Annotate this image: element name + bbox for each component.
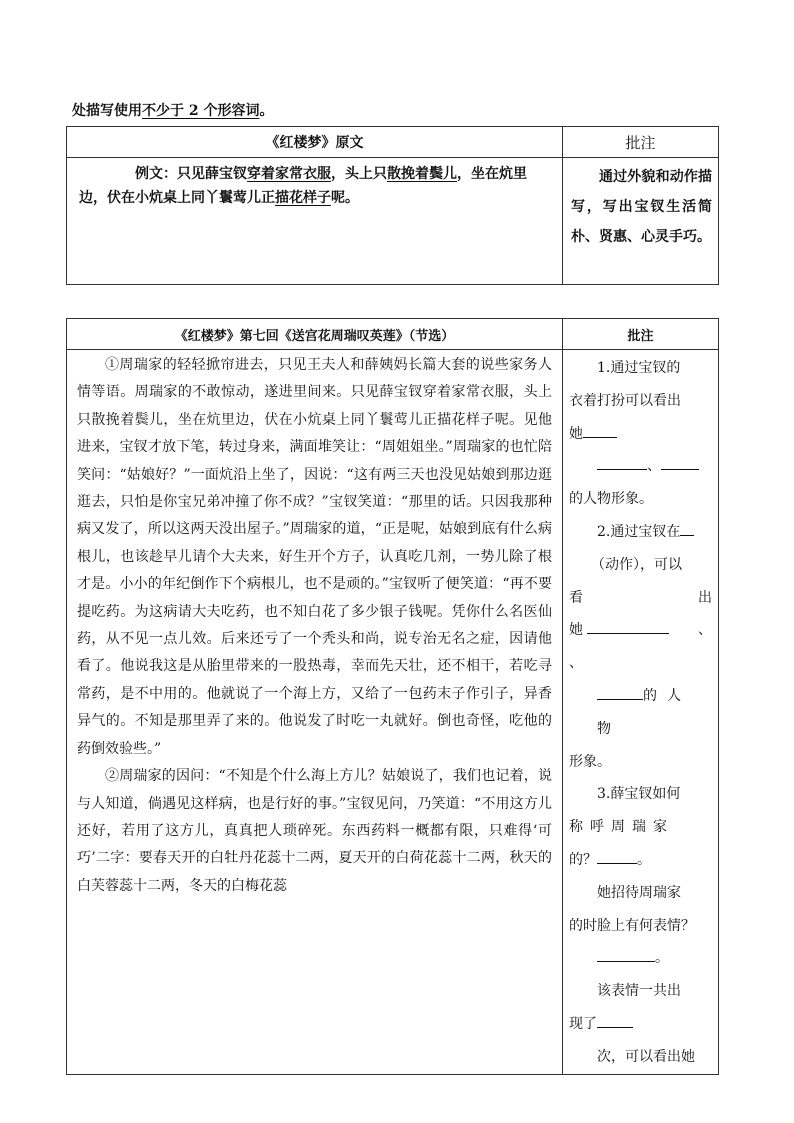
passage-paragraph-2: ②周瑞家的因问：“不知是个什么海上方儿？姑娘说了，我们也记着，说与人知道，倘遇见这样病，也是行好的事。”宝钗见问，乃笑道：“不用这方儿还好，若用了这方儿，真真把人琐碎死。东西药料一概都有限，只难得‘可巧’二字：要春天开的白牡丹花蕊十二两，夏天开的白荷花蕊十二两，秋天的白芙蓉蕊十二两，冬天的白梅花蕊 bbox=[77, 768, 552, 894]
answer-blank[interactable] bbox=[597, 1009, 633, 1028]
instruction-end: 。 bbox=[259, 103, 274, 119]
note-q1-line1: 1.通过宝钗的 bbox=[597, 360, 681, 376]
note-q2-line7: 形象。 bbox=[569, 753, 611, 770]
note-q2-line1 bbox=[569, 516, 712, 549]
note-q1-line4 bbox=[569, 450, 712, 483]
note-q2-out: 出 bbox=[698, 589, 712, 606]
note-q3-line7: 该表情一共出 bbox=[597, 983, 681, 1000]
reading-notes-cell bbox=[563, 350, 719, 1075]
answer-blank[interactable] bbox=[587, 615, 669, 634]
note-q3-appeared: 现了 bbox=[569, 1015, 597, 1032]
note-q3-question: 的？ bbox=[569, 851, 597, 868]
reading-table-header-text: 《红楼梦》第七回《送宫花周瑞叹英莲》（节选） bbox=[67, 319, 563, 350]
note-q2-sep2: 、 bbox=[569, 655, 583, 672]
passage-paragraph-1: ①周瑞家的轻轻掀帘进去，只见王夫人和薛姨妈长篇大套的说些家务人情等语。周瑞家的不敢惊动，遂进里间来。只见薛宝钗穿着家常衣服，头上只散挽着鬓儿，坐在炕里边，伏在小炕桌上同丫鬟莺儿正描花样子呢。见他进来，宝钗才放下笔，转过身来，满面堆笑让：“周姐姐坐。”周瑞家的也忙陪笑问：“姑娘好？”一面炕沿上坐了，因说：“这有两三天也没见姑娘到那边逛逛去，只怕是你宝兄弟冲撞了你不成？”宝钗笑道：“那里的话。只因我那种病又发了，所以这两天没出屋子。”周瑞家的道，“正是呢，姑娘到底有什么病根儿，也该趁早儿请个大夫来，好生开个方子，认真吃几剂，一势儿除了根才是。小小的年纪倒作下个病根儿，也不是顽的。”宝钗听了便笑道：“再不要提吃药。为这病请大夫吃药，也不知白花了多少银子钱呢。凭你什么名医仙药，从不见一点儿效。后来还亏了一个秃头和尚，说专治无名之症，因请他看了。他说我这是从胎里带来的一股热毒，幸而先天壮，还不相干，若吃寻常药，是不中用的。他就说了一个海上方，又给了一包药末子作引子，异香异气的。不知是那里弄了来的。他说发了时吃一丸就好。倒也奇怪，吃他的药倒效验些。” bbox=[77, 357, 552, 757]
example-annotation-cell: 通过外貌和动作描写，写出宝钗生活简朴、贤惠、心灵手巧。 bbox=[563, 158, 719, 285]
answer-blank[interactable] bbox=[661, 451, 699, 470]
note-q2-text2: 的人物 bbox=[597, 687, 691, 737]
example-table-header-annotation: 批注 bbox=[563, 127, 719, 158]
note-q3-period: 。 bbox=[637, 851, 651, 868]
example-text-cell bbox=[67, 158, 563, 285]
instruction-text: 处描写使用 bbox=[72, 103, 142, 119]
reading-passage-cell bbox=[67, 350, 563, 1075]
instruction-requirement: 不少于 2 个形容词 bbox=[142, 103, 260, 119]
note-q2-line3 bbox=[569, 582, 712, 615]
note-q3-line6 bbox=[569, 942, 712, 975]
reading-table-header-notes: 批注 bbox=[563, 319, 719, 350]
note-q2-line4 bbox=[569, 614, 712, 647]
answer-blank[interactable] bbox=[597, 845, 637, 864]
note-q3-line4: 她招待周瑞家 bbox=[597, 884, 681, 901]
note-q3-line1: 3.薛宝钗如何 bbox=[597, 786, 681, 803]
example-table-header-original: 《红楼梦》原文 bbox=[67, 127, 563, 158]
note-q1-line2: 衣着打扮可以看出 bbox=[569, 392, 681, 409]
note-q3-line8 bbox=[569, 1008, 712, 1041]
answer-blank[interactable] bbox=[597, 451, 647, 470]
example-underline-clothes: 穿着家常衣服 bbox=[247, 166, 331, 182]
note-q1-her: 她 bbox=[569, 425, 583, 442]
instruction-line bbox=[72, 98, 732, 124]
example-table bbox=[66, 126, 719, 285]
example-underline-pattern: 描花样子 bbox=[275, 190, 331, 206]
note-q3-line5: 的时脸上有何表情？ bbox=[569, 917, 695, 934]
example-underline-hair: 散挽着鬓儿 bbox=[387, 166, 457, 182]
answer-blank[interactable] bbox=[583, 419, 617, 438]
example-text-prefix: 例文：只见薛宝钗 bbox=[135, 166, 247, 182]
answer-blank[interactable] bbox=[597, 681, 643, 700]
note-q3-period2: 。 bbox=[655, 950, 669, 967]
example-text-mid1: ，头上只 bbox=[331, 166, 387, 182]
note-q2-line6 bbox=[569, 680, 712, 746]
note-q1-sep: 、 bbox=[647, 458, 661, 475]
note-q2-look: 看 bbox=[569, 589, 583, 606]
note-q2-sep1: 、 bbox=[698, 622, 712, 639]
reading-table bbox=[66, 318, 719, 1075]
note-q1-line5: 的人物形象。 bbox=[569, 491, 653, 508]
note-q2-her: 她 bbox=[569, 622, 583, 639]
note-q2-line2: （动作），可以 bbox=[591, 556, 682, 573]
example-text-line2: 边，伏在小炕桌上同丫鬟莺儿正 bbox=[79, 190, 275, 206]
answer-blank[interactable] bbox=[597, 943, 655, 962]
note-q3-line2: 称呼周瑞家 bbox=[569, 819, 674, 836]
example-text-end: 呢。 bbox=[331, 190, 359, 206]
answer-blank[interactable] bbox=[680, 517, 694, 536]
note-q3-times: 次，可以看出她 bbox=[597, 1048, 695, 1065]
note-q3-line9 bbox=[569, 1041, 712, 1074]
note-q3-line3 bbox=[569, 844, 712, 877]
note-q2-text: 2.通过宝钗在 bbox=[597, 523, 681, 540]
note-q1-line3 bbox=[569, 418, 712, 451]
example-text-mid2: ，坐在炕里 bbox=[457, 166, 527, 182]
